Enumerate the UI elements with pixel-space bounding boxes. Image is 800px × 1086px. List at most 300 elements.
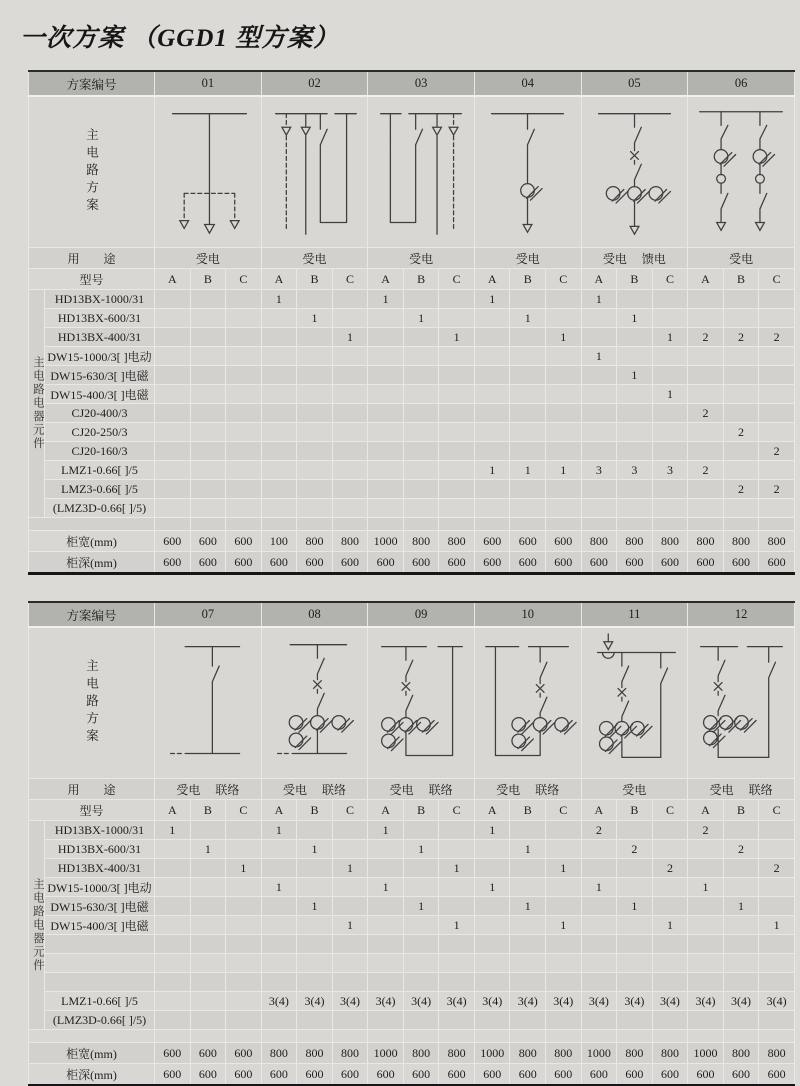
qty-cell [332,461,368,480]
qty-cell [723,404,759,423]
cabinet_width-value: 600 [546,531,582,552]
cabinet_depth-row [29,1064,795,1086]
qty-cell [759,290,795,309]
qty-cell [155,916,191,935]
qty-cell [155,328,191,347]
qty-cell: 3(4) [723,992,759,1011]
qty-cell [688,954,724,973]
qty-cell [688,423,724,442]
diag-02-cell [261,96,368,248]
qty-cell [226,897,262,916]
qty-cell [190,480,226,499]
qty-cell: 1 [155,821,191,840]
component-label: HD13BX-600/31 [45,309,155,328]
qty-cell: 3(4) [261,992,297,1011]
qty-cell [510,916,546,935]
qty-cell [261,935,297,954]
qty-cell [368,499,404,518]
qty-cell [403,290,439,309]
qty-cell [368,385,404,404]
qty-cell [617,385,653,404]
phase-col-02-B: B [297,269,333,290]
component-row [29,423,795,442]
qty-cell: 2 [688,328,724,347]
component-row [29,973,795,992]
scheme-01-diagram [156,99,260,245]
cabinet_width-value: 800 [510,1043,546,1064]
scheme-05-diagram [583,99,687,245]
main-circuit-cell [29,96,155,248]
phase-col-09-C: C [439,800,475,821]
cabinet_depth-value: 600 [439,552,475,574]
qty-cell: 2 [723,328,759,347]
qty-cell [368,840,404,859]
scheme-no-09: 09 [368,602,475,627]
qty-cell [403,1011,439,1030]
qty-cell: 3(4) [688,992,724,1011]
qty-cell [617,404,653,423]
phase-col-11-A: A [581,800,617,821]
qty-cell [510,973,546,992]
cabinet_depth-value: 600 [226,552,262,574]
scheme-table-01-06 [28,70,795,575]
scheme-no-header: 方案编号 [29,602,155,627]
qty-cell [652,1011,688,1030]
scheme-no-08: 08 [261,602,368,627]
qty-cell [439,309,475,328]
qty-cell [759,309,795,328]
cabinet_depth-value: 600 [261,1064,297,1086]
qty-cell [581,1011,617,1030]
qty-cell [510,935,546,954]
qty-cell: 3(4) [510,992,546,1011]
qty-cell [723,878,759,897]
scheme-11-diagram [583,630,687,776]
cabinet_depth-value: 600 [581,1064,617,1086]
model-header-row [29,800,795,821]
scheme-table-01-06 [28,70,795,575]
qty-cell [261,385,297,404]
qty-cell: 1 [226,859,262,878]
qty-cell [759,347,795,366]
qty-cell [510,347,546,366]
cabinet_depth-value: 600 [297,552,333,574]
purpose-11: 受电 [581,779,688,800]
qty-cell [403,442,439,461]
qty-cell [759,878,795,897]
component-label: CJ20-250/3 [45,423,155,442]
cabinet_depth-value: 600 [155,1064,191,1086]
qty-cell [332,878,368,897]
qty-cell [723,290,759,309]
qty-cell [226,973,262,992]
qty-cell [403,385,439,404]
qty-cell [723,916,759,935]
component-label [45,954,155,973]
phase-col-01-B: B [190,269,226,290]
qty-cell [297,442,333,461]
cabinet_width-value: 100 [261,531,297,552]
qty-cell: 1 [652,328,688,347]
scheme-09-diagram [369,630,473,776]
qty-cell [581,366,617,385]
qty-cell [510,328,546,347]
scheme-table-07-12 [28,601,795,1086]
qty-cell [688,499,724,518]
qty-cell [155,499,191,518]
qty-cell [403,328,439,347]
qty-cell [261,499,297,518]
qty-cell [155,480,191,499]
qty-cell [190,461,226,480]
phase-col-05-A: A [581,269,617,290]
qty-cell: 1 [332,328,368,347]
qty-cell: 3(4) [474,992,510,1011]
qty-cell [226,347,262,366]
qty-cell [190,309,226,328]
qty-cell [581,328,617,347]
cabinet_depth-value: 600 [226,1064,262,1086]
qty-cell [581,442,617,461]
component-row [29,499,795,518]
qty-cell [617,859,653,878]
cabinet_depth-value: 600 [617,1064,653,1086]
qty-cell [510,859,546,878]
phase-col-09-B: B [403,800,439,821]
cabinet_width-value: 800 [617,1043,653,1064]
qty-cell [688,973,724,992]
qty-cell [652,973,688,992]
phase-col-02-A: A [261,269,297,290]
qty-cell: 1 [439,916,475,935]
component-row [29,1011,795,1030]
cabinet_depth-label: 柜深(mm) [29,552,155,574]
component-row [29,461,795,480]
qty-cell [403,916,439,935]
component-label: LMZ1-0.66[ ]/5 [45,461,155,480]
qty-cell: 1 [581,347,617,366]
qty-cell: 1 [297,897,333,916]
qty-cell [723,385,759,404]
qty-cell [439,290,475,309]
qty-cell [226,442,262,461]
qty-cell [652,309,688,328]
qty-cell [403,821,439,840]
qty-cell: 3(4) [759,992,795,1011]
purpose-07: 受电 联络 [155,779,262,800]
qty-cell [403,366,439,385]
qty-cell [759,404,795,423]
qty-cell [759,385,795,404]
qty-cell [759,366,795,385]
scheme-no-12: 12 [688,602,795,627]
qty-cell [581,404,617,423]
scheme-03-diagram [369,99,473,245]
qty-cell [190,366,226,385]
component-label: DW15-630/3[ ]电磁 [45,366,155,385]
qty-cell: 1 [403,840,439,859]
qty-cell [688,480,724,499]
qty-cell [617,480,653,499]
side-label-cell [29,290,45,518]
qty-cell [688,1011,724,1030]
side-label: 主电路电器元件 [32,356,44,451]
diag-11-cell [581,627,688,779]
qty-cell [155,954,191,973]
qty-cell [261,461,297,480]
qty-cell: 1 [617,309,653,328]
qty-cell [155,423,191,442]
qty-cell: 2 [759,328,795,347]
qty-cell [474,480,510,499]
qty-cell [332,499,368,518]
scheme-04-diagram [476,99,580,245]
qty-cell [474,954,510,973]
qty-cell [723,821,759,840]
qty-cell [652,347,688,366]
qty-cell [474,328,510,347]
cabinet_width-value: 800 [261,1043,297,1064]
cabinet_depth-value: 600 [190,1064,226,1086]
qty-cell [546,935,582,954]
component-row [29,290,795,309]
qty-cell [332,480,368,499]
qty-cell [368,897,404,916]
qty-cell [368,916,404,935]
component-label: CJ20-400/3 [45,404,155,423]
qty-cell [723,461,759,480]
qty-cell [261,366,297,385]
scheme-number-row [29,71,795,96]
cabinet_width-label: 柜宽(mm) [29,531,155,552]
scheme-no-05: 05 [581,71,688,96]
qty-cell [546,385,582,404]
phase-col-06-C: C [759,269,795,290]
qty-cell: 2 [652,859,688,878]
qty-cell: 1 [546,916,582,935]
qty-cell [439,404,475,423]
qty-cell [155,935,191,954]
qty-cell [581,480,617,499]
qty-cell [261,347,297,366]
phase-col-05-C: C [652,269,688,290]
scheme-02-diagram [263,99,367,245]
qty-cell [474,366,510,385]
component-row [29,992,795,1011]
qty-cell [546,878,582,897]
side-label: 主电路电器元件 [32,877,44,973]
model-label: 型号 [29,800,155,821]
scheme-no-02: 02 [261,71,368,96]
qty-cell [403,423,439,442]
qty-cell: 3(4) [581,992,617,1011]
main-circuit-label: 主电路方案 [84,128,99,216]
qty-cell [332,821,368,840]
qty-cell: 1 [190,840,226,859]
qty-cell [439,499,475,518]
qty-cell: 3(4) [297,992,333,1011]
qty-cell [439,347,475,366]
qty-cell [155,385,191,404]
purpose-10: 受电 联络 [474,779,581,800]
diag-01-cell [155,96,262,248]
diag-10-cell [474,627,581,779]
qty-cell [688,916,724,935]
qty-cell [723,309,759,328]
qty-cell [617,290,653,309]
qty-cell [155,859,191,878]
qty-cell [510,1011,546,1030]
qty-cell [439,366,475,385]
qty-cell [368,1011,404,1030]
diag-12-cell [688,627,795,779]
qty-cell [297,480,333,499]
phase-col-10-C: C [546,800,582,821]
qty-cell [261,897,297,916]
qty-cell: 2 [617,840,653,859]
component-row [29,840,795,859]
phase-col-04-B: B [510,269,546,290]
main-circuit-row [29,627,795,779]
qty-cell [546,840,582,859]
qty-cell [474,897,510,916]
qty-cell [297,347,333,366]
qty-cell: 1 [510,309,546,328]
qty-cell [617,916,653,935]
qty-cell: 3(4) [617,992,653,1011]
qty-cell [403,973,439,992]
qty-cell [688,442,724,461]
qty-cell: 1 [261,821,297,840]
page-title: 一次方案 （GGD1 型方案） [20,25,340,52]
phase-col-03-C: C [439,269,475,290]
component-label: (LMZ3D-0.66[ ]/5) [45,1011,155,1030]
scheme-no-07: 07 [155,602,262,627]
qty-cell [510,878,546,897]
qty-cell [581,385,617,404]
cabinet_width-value: 800 [546,1043,582,1064]
qty-cell [439,821,475,840]
qty-cell: 1 [688,878,724,897]
qty-cell [474,404,510,423]
qty-cell [474,840,510,859]
component-label: LMZ3-0.66[ ]/5 [45,480,155,499]
qty-cell [439,973,475,992]
component-label: DW15-400/3[ ]电磁 [45,385,155,404]
qty-cell [617,935,653,954]
component-label: HD13BX-1000/31 [45,821,155,840]
phase-col-12-B: B [723,800,759,821]
scheme-no-11: 11 [581,602,688,627]
qty-cell [261,916,297,935]
cabinet_width-value: 600 [190,1043,226,1064]
qty-cell [190,442,226,461]
qty-cell [474,973,510,992]
qty-cell: 3(4) [368,992,404,1011]
qty-cell [688,366,724,385]
qty-cell [332,309,368,328]
qty-cell [297,366,333,385]
purpose-04: 受电 [474,248,581,269]
qty-cell [510,404,546,423]
cabinet_depth-value: 600 [155,552,191,574]
qty-cell: 1 [652,385,688,404]
phase-col-05-B: B [617,269,653,290]
qty-cell [546,347,582,366]
cabinet_width-value: 800 [759,531,795,552]
qty-cell [510,954,546,973]
qty-cell [546,366,582,385]
phase-col-08-C: C [332,800,368,821]
qty-cell [759,1011,795,1030]
qty-cell: 2 [688,821,724,840]
qty-cell [652,442,688,461]
cabinet_depth-value: 600 [759,552,795,574]
purpose-01: 受电 [155,248,262,269]
qty-cell [226,461,262,480]
cabinet_width-value: 1000 [368,1043,404,1064]
qty-cell [439,840,475,859]
qty-cell [617,347,653,366]
cabinet_width-value: 800 [332,531,368,552]
qty-cell [297,461,333,480]
qty-cell [617,499,653,518]
diag-05-cell [581,96,688,248]
component-row [29,859,795,878]
qty-cell: 3(4) [652,992,688,1011]
qty-cell [723,366,759,385]
component-label: HD13BX-400/31 [45,328,155,347]
qty-cell: 3(4) [403,992,439,1011]
qty-cell [155,973,191,992]
qty-cell [332,935,368,954]
qty-cell [652,935,688,954]
cabinet_depth-value: 600 [190,552,226,574]
scheme-12-diagram [689,630,793,776]
cabinet_depth-label: 柜深(mm) [29,1064,155,1086]
qty-cell [226,878,262,897]
qty-cell [688,290,724,309]
qty-cell [546,954,582,973]
qty-cell [226,840,262,859]
scheme-no-03: 03 [368,71,475,96]
qty-cell [332,897,368,916]
qty-cell: 1 [510,461,546,480]
component-label: HD13BX-600/31 [45,840,155,859]
cabinet_width-label: 柜宽(mm) [29,1043,155,1064]
qty-cell: 1 [403,309,439,328]
qty-cell [332,442,368,461]
phase-col-02-C: C [332,269,368,290]
qty-cell [652,366,688,385]
purpose-row [29,248,795,269]
side-label-cell [29,821,45,1030]
qty-cell [474,309,510,328]
qty-cell [617,442,653,461]
qty-cell [190,1011,226,1030]
phase-col-11-B: B [617,800,653,821]
phase-col-06-A: A [688,269,724,290]
phase-col-08-B: B [297,800,333,821]
qty-cell [546,290,582,309]
qty-cell: 1 [261,290,297,309]
qty-cell [226,935,262,954]
component-label [45,973,155,992]
qty-cell [723,442,759,461]
qty-cell [368,309,404,328]
diag-06-cell [688,96,795,248]
qty-cell [474,916,510,935]
